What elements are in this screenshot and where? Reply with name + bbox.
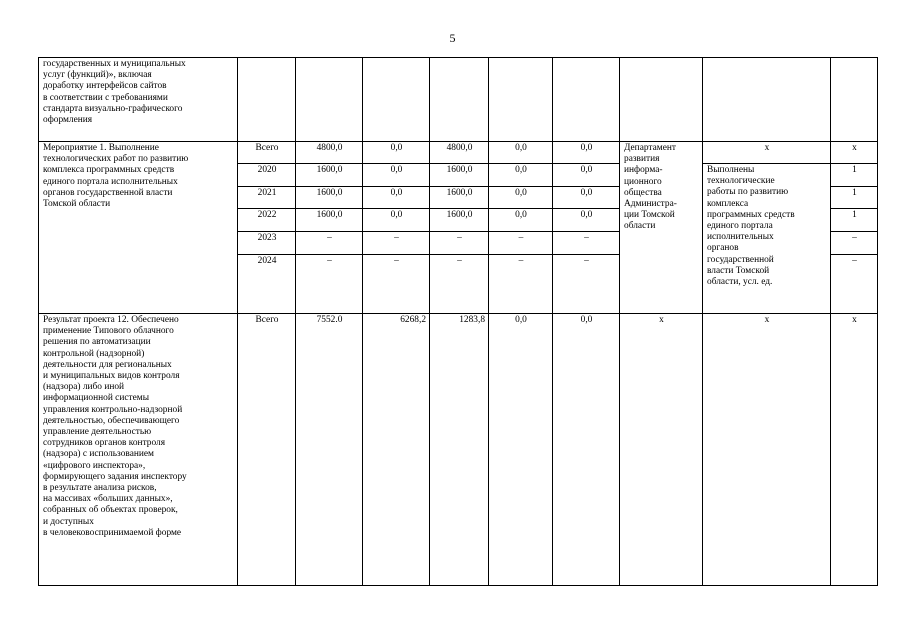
indicator-value-cell: 1	[831, 187, 878, 209]
indicator-value-cell: х	[831, 142, 878, 164]
total-cell: –	[296, 255, 363, 314]
federal-cell: 0,0	[363, 209, 430, 232]
table-row	[39, 142, 878, 164]
other-cell: 0,0	[553, 209, 620, 232]
indicator-value-cell: х	[831, 314, 878, 586]
regional-cell: 1283,8	[430, 314, 489, 586]
federal-cell: 0,0	[363, 142, 430, 164]
total-cell: 7552.0	[296, 314, 363, 586]
empty-cell	[620, 58, 703, 142]
federal-cell: 6268,2	[363, 314, 430, 586]
other-cell: –	[553, 232, 620, 255]
result-name-cell: Результат проекта 12. Обеспечено применение Типового облачного решения по автоматизации контрольной (надзорной) деятельности для региональных и муниципальных видов контроля (надзора) либо иной информационной системы управления контрольно-надзорной деятельностью, обеспечивающего управление деятельностью сотрудников органов контроля (надзора) с использованием «цифрового инспектора», формирующего задания инспектору в результате анализа рисков, на массивах «больших данных», собранных об объектах проверок, и доступных в человековоспринимаемой форме	[39, 314, 238, 586]
federal-cell: –	[363, 232, 430, 255]
year-cell: 2020	[238, 164, 296, 187]
indicator-value-cell: –	[831, 232, 878, 255]
empty-cell	[238, 58, 296, 142]
empty-cell	[296, 58, 363, 142]
empty-cell	[703, 58, 831, 142]
table-row	[39, 314, 878, 586]
other-cell: 0,0	[553, 142, 620, 164]
continued-name-cell: государственных и муниципальных услуг (функций)», включая доработку интерфейсов сайтов в соответствии с требованиями стандарта визуально-графического оформления	[39, 58, 238, 142]
local-cell: 0,0	[489, 209, 553, 232]
total-cell: 1600,0	[296, 164, 363, 187]
page-number: 5	[449, 31, 456, 45]
indicator-cell: Выполнены технологические работы по развитию комплекса программных средств единого портала исполнительных органов государственной власти Томской области, усл. ед.	[703, 164, 831, 314]
other-cell: 0,0	[553, 164, 620, 187]
federal-cell: 0,0	[363, 164, 430, 187]
other-cell: –	[553, 255, 620, 314]
table-row	[39, 58, 878, 142]
regional-cell: 1600,0	[430, 209, 489, 232]
budget-table	[38, 57, 878, 586]
other-cell: 0,0	[553, 187, 620, 209]
total-cell: 4800,0	[296, 142, 363, 164]
year-cell: Всего	[238, 314, 296, 586]
event-name-cell: Мероприятие 1. Выполнение технологических работ по развитию комплекса программных средств единого портала исполнительных органов государственной власти Томской области	[39, 142, 238, 314]
executor-cell: х	[620, 314, 703, 586]
federal-cell: 0,0	[363, 187, 430, 209]
empty-cell	[363, 58, 430, 142]
local-cell: 0,0	[489, 314, 553, 586]
local-cell: 0,0	[489, 142, 553, 164]
year-cell: 2022	[238, 209, 296, 232]
empty-cell	[553, 58, 620, 142]
regional-cell: 4800,0	[430, 142, 489, 164]
year-cell: 2023	[238, 232, 296, 255]
empty-cell	[430, 58, 489, 142]
indicator-value-cell: 1	[831, 209, 878, 232]
regional-cell: –	[430, 232, 489, 255]
total-cell: 1600,0	[296, 209, 363, 232]
total-cell: 1600,0	[296, 187, 363, 209]
indicator-cell: х	[703, 142, 831, 164]
federal-cell: –	[363, 255, 430, 314]
empty-cell	[489, 58, 553, 142]
year-cell: 2024	[238, 255, 296, 314]
regional-cell: 1600,0	[430, 187, 489, 209]
indicator-value-cell: 1	[831, 164, 878, 187]
indicator-value-cell: –	[831, 255, 878, 314]
regional-cell: 1600,0	[430, 164, 489, 187]
other-cell: 0,0	[553, 314, 620, 586]
year-cell: Всего	[238, 142, 296, 164]
executor-cell: Департамент развития информа- ционного общества Администра- ции Томской области	[620, 142, 703, 314]
regional-cell: –	[430, 255, 489, 314]
local-cell: –	[489, 255, 553, 314]
indicator-cell: х	[703, 314, 831, 586]
local-cell: 0,0	[489, 187, 553, 209]
total-cell: –	[296, 232, 363, 255]
empty-cell	[831, 58, 878, 142]
year-cell: 2021	[238, 187, 296, 209]
local-cell: 0,0	[489, 164, 553, 187]
local-cell: –	[489, 232, 553, 255]
